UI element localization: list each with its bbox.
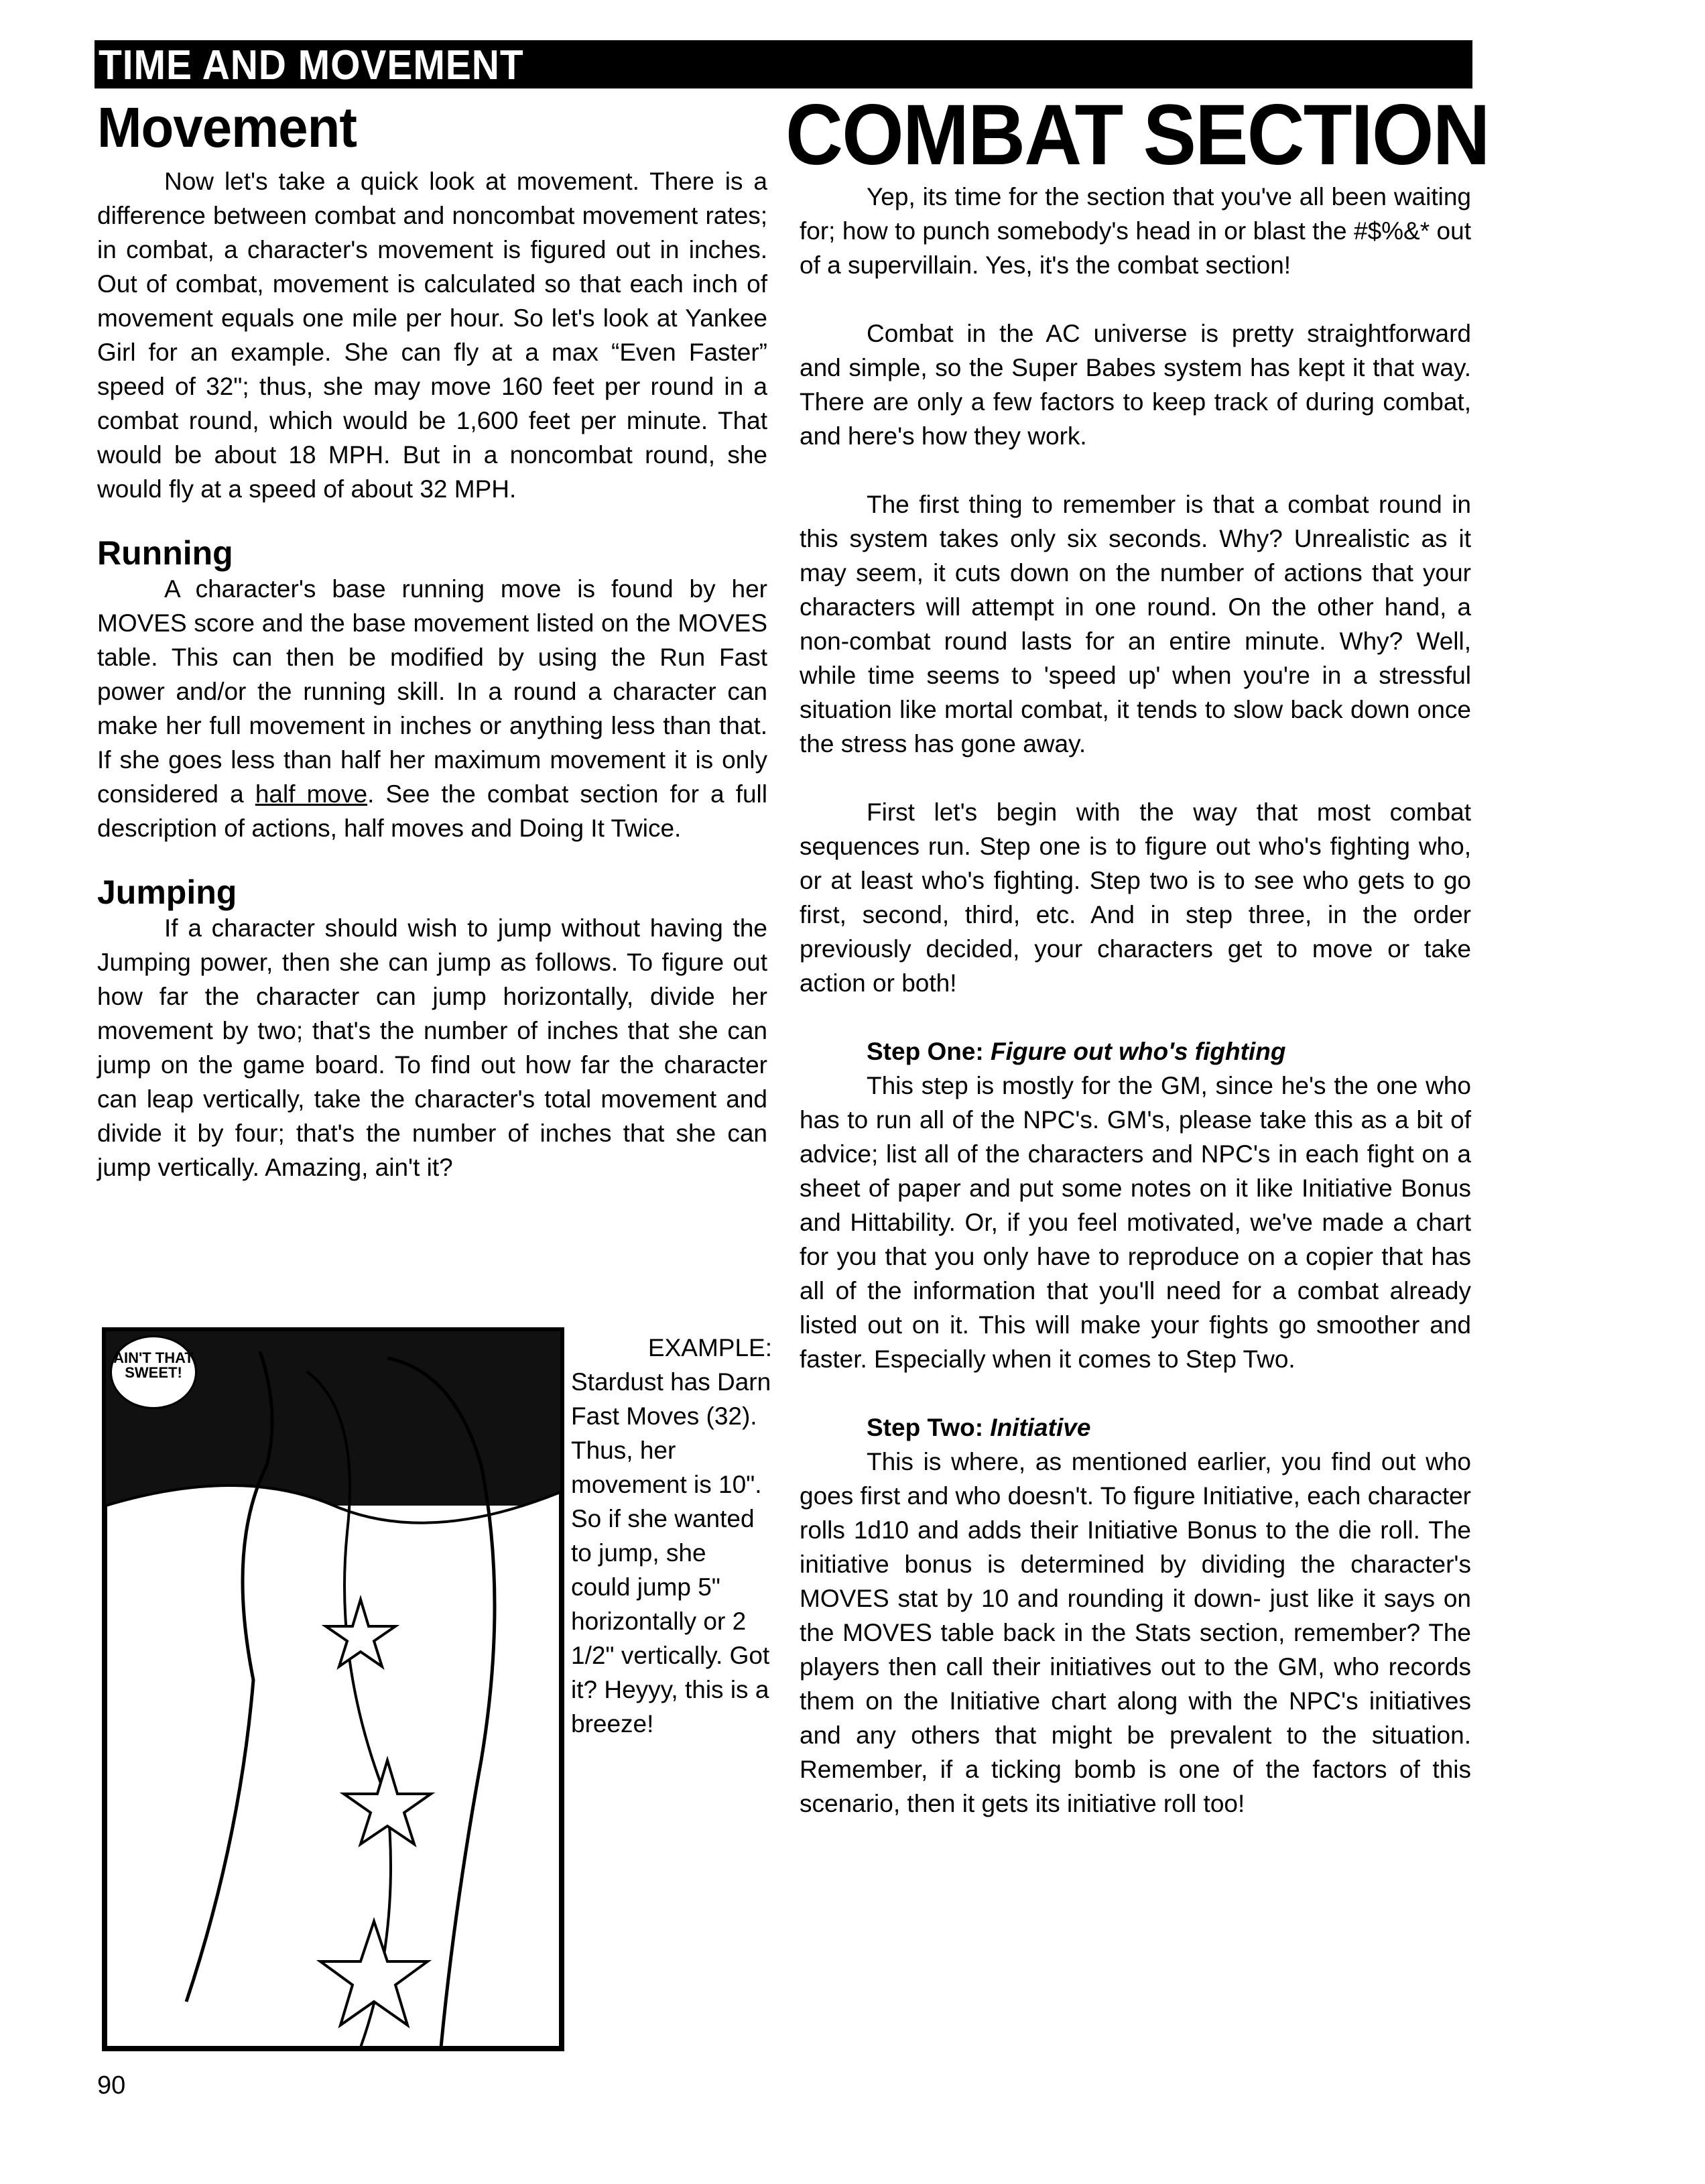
running-text-cont: . See the combat section for a full description of actions, half moves and Doing It Twice. [97,780,767,842]
step-two-title: Initiative [990,1414,1091,1441]
step-one-heading [800,1034,1471,1069]
movement-paragraph: Now let's take a quick look at movement. There is a difference between combat and noncombat movement rates; in combat, a character's movement is figured out in inches. Out of combat, movement is calculated so that each inch of movement equals one mile per hour. So let's look at Yankee Girl for an example. She can fly at a max “Even Faster” speed of 32"; thus, she may move 160 feet per round in a combat round, which would be 1,600 feet per minute. That would be about 18 MPH. But in a noncombat round, she would fly at a speed of about 32 MPH. [97,168,767,503]
combat-section-heading: COMBAT SECTION [785,87,1489,183]
step-one-title: Figure out who's fighting [991,1038,1286,1065]
combat-simple-paragraph: Combat in the AC universe is pretty straightforward and simple, so the Super Babes system has kept it that way. There are only a few factors to keep track of during combat, and here's how they work. [800,320,1471,450]
combat-sequence-paragraph: First let's begin with the way that most combat sequences run. Step one is to figure out who's fighting who, or at least who's fighting. Step two is to see who gets to go first, second, third, etc. And in step three, in the order previously decided, your characters get to move or take action or both! [800,798,1471,997]
step-one-label: Step One: [867,1038,984,1065]
combat-round-paragraph: The first thing to remember is that a combat round in this system takes only six seconds. Why? Unrealistic as it may seem, it cuts down on the number of actions that your characters will attempt in one round. On the other hand, a non-combat round lasts for an entire minute. Why? Well, while time seems to 'speed up' when you're in a stressful situation like mortal combat, it tends to slow back down once the stress has gone away. [800,491,1471,757]
example-label: EXAMPLE: [647,1334,772,1361]
step-two-paragraph: This is where, as mentioned earlier, you find out who goes first and who doesn't. To figure Initiative, each character rolls 1d10 and adds their Initiative Bonus to the die roll. The initiative bonus is determined by dividing the character's MOVES stat by 10 and rounding it down- just like it says on the MOVES table back in the Stats section, remember? The players then call their initiatives out to the GM, who records them on the Initiative chart along with the NPC's initiatives and any others that might be prevalent to the situation. Remember, if a ticking bomb is one of the factors of this scenario, then it gets its initiative roll too! [800,1448,1471,1817]
right-column [800,180,1471,1821]
half-move-link: half move [255,780,368,808]
jump-example [571,1331,772,1741]
jumping-paragraph: If a character should wish to jump without having the Jumping power, then she can jump as follows. To figure out how far the character can jump horizontally, divide her movement by two; that's the number of inches that she can jump on the game board. To find out how far the character can leap vertically, take the character's total movement and divide it by four; that's the number of inches that she can jump vertically. Amazing, ain't it? [97,914,767,1181]
page-number: 90 [97,2071,126,2100]
heroines-drawing [106,1331,560,2047]
step-two-heading [800,1410,1471,1445]
step-one-paragraph: This step is mostly for the GM, since he's the one who has to run all of the NPC's. GM's, please take this as a bit of advice; list all of the characters and NPC's in each fight on a sheet of paper and put some notes on it like Initiative Bonus and Hittability. Or, if you feel motivated, we've made a chart for you that you only have to reproduce on a copier that has all of the information that you'll need for a combat already listed out on it. This will make your fights go smoother and faster. Especially when it comes to Step Two. [800,1072,1471,1373]
left-column [97,164,767,1185]
running-text: A character's base running move is found by her MOVES score and the base movement listed on the MOVES table. This can then be modified by using the Run Fast power and/or the running skill. In a round a character can make her full movement in inches or anything less than that. If she goes less than half her maximum movement it is only considered a [97,575,767,808]
movement-heading: Movement [97,96,357,159]
comic-illustration [102,1327,564,2051]
jumping-heading: Jumping [97,873,237,911]
running-heading: Running [97,534,233,572]
section-title: TIME AND MOVEMENT [99,42,524,88]
combat-intro-paragraph: Yep, its time for the section that you've all been waiting for; how to punch somebody's head in or blast the #$%&* out of a supervillain. Yes, it's the combat section! [800,183,1471,279]
speech-bubble: AIN'T THAT SWEET! [110,1335,197,1409]
section-header-bar [94,40,1472,88]
step-two-label: Step Two: [867,1414,984,1441]
example-text: Stardust has Darn Fast Moves (32). Thus, her movement is 10". So if she wanted to jump, she could jump 5" horizontally or 2 1/2" vertically. Got it? Heyyy, this is a breeze! [571,1368,771,1738]
running-paragraph [97,572,767,845]
